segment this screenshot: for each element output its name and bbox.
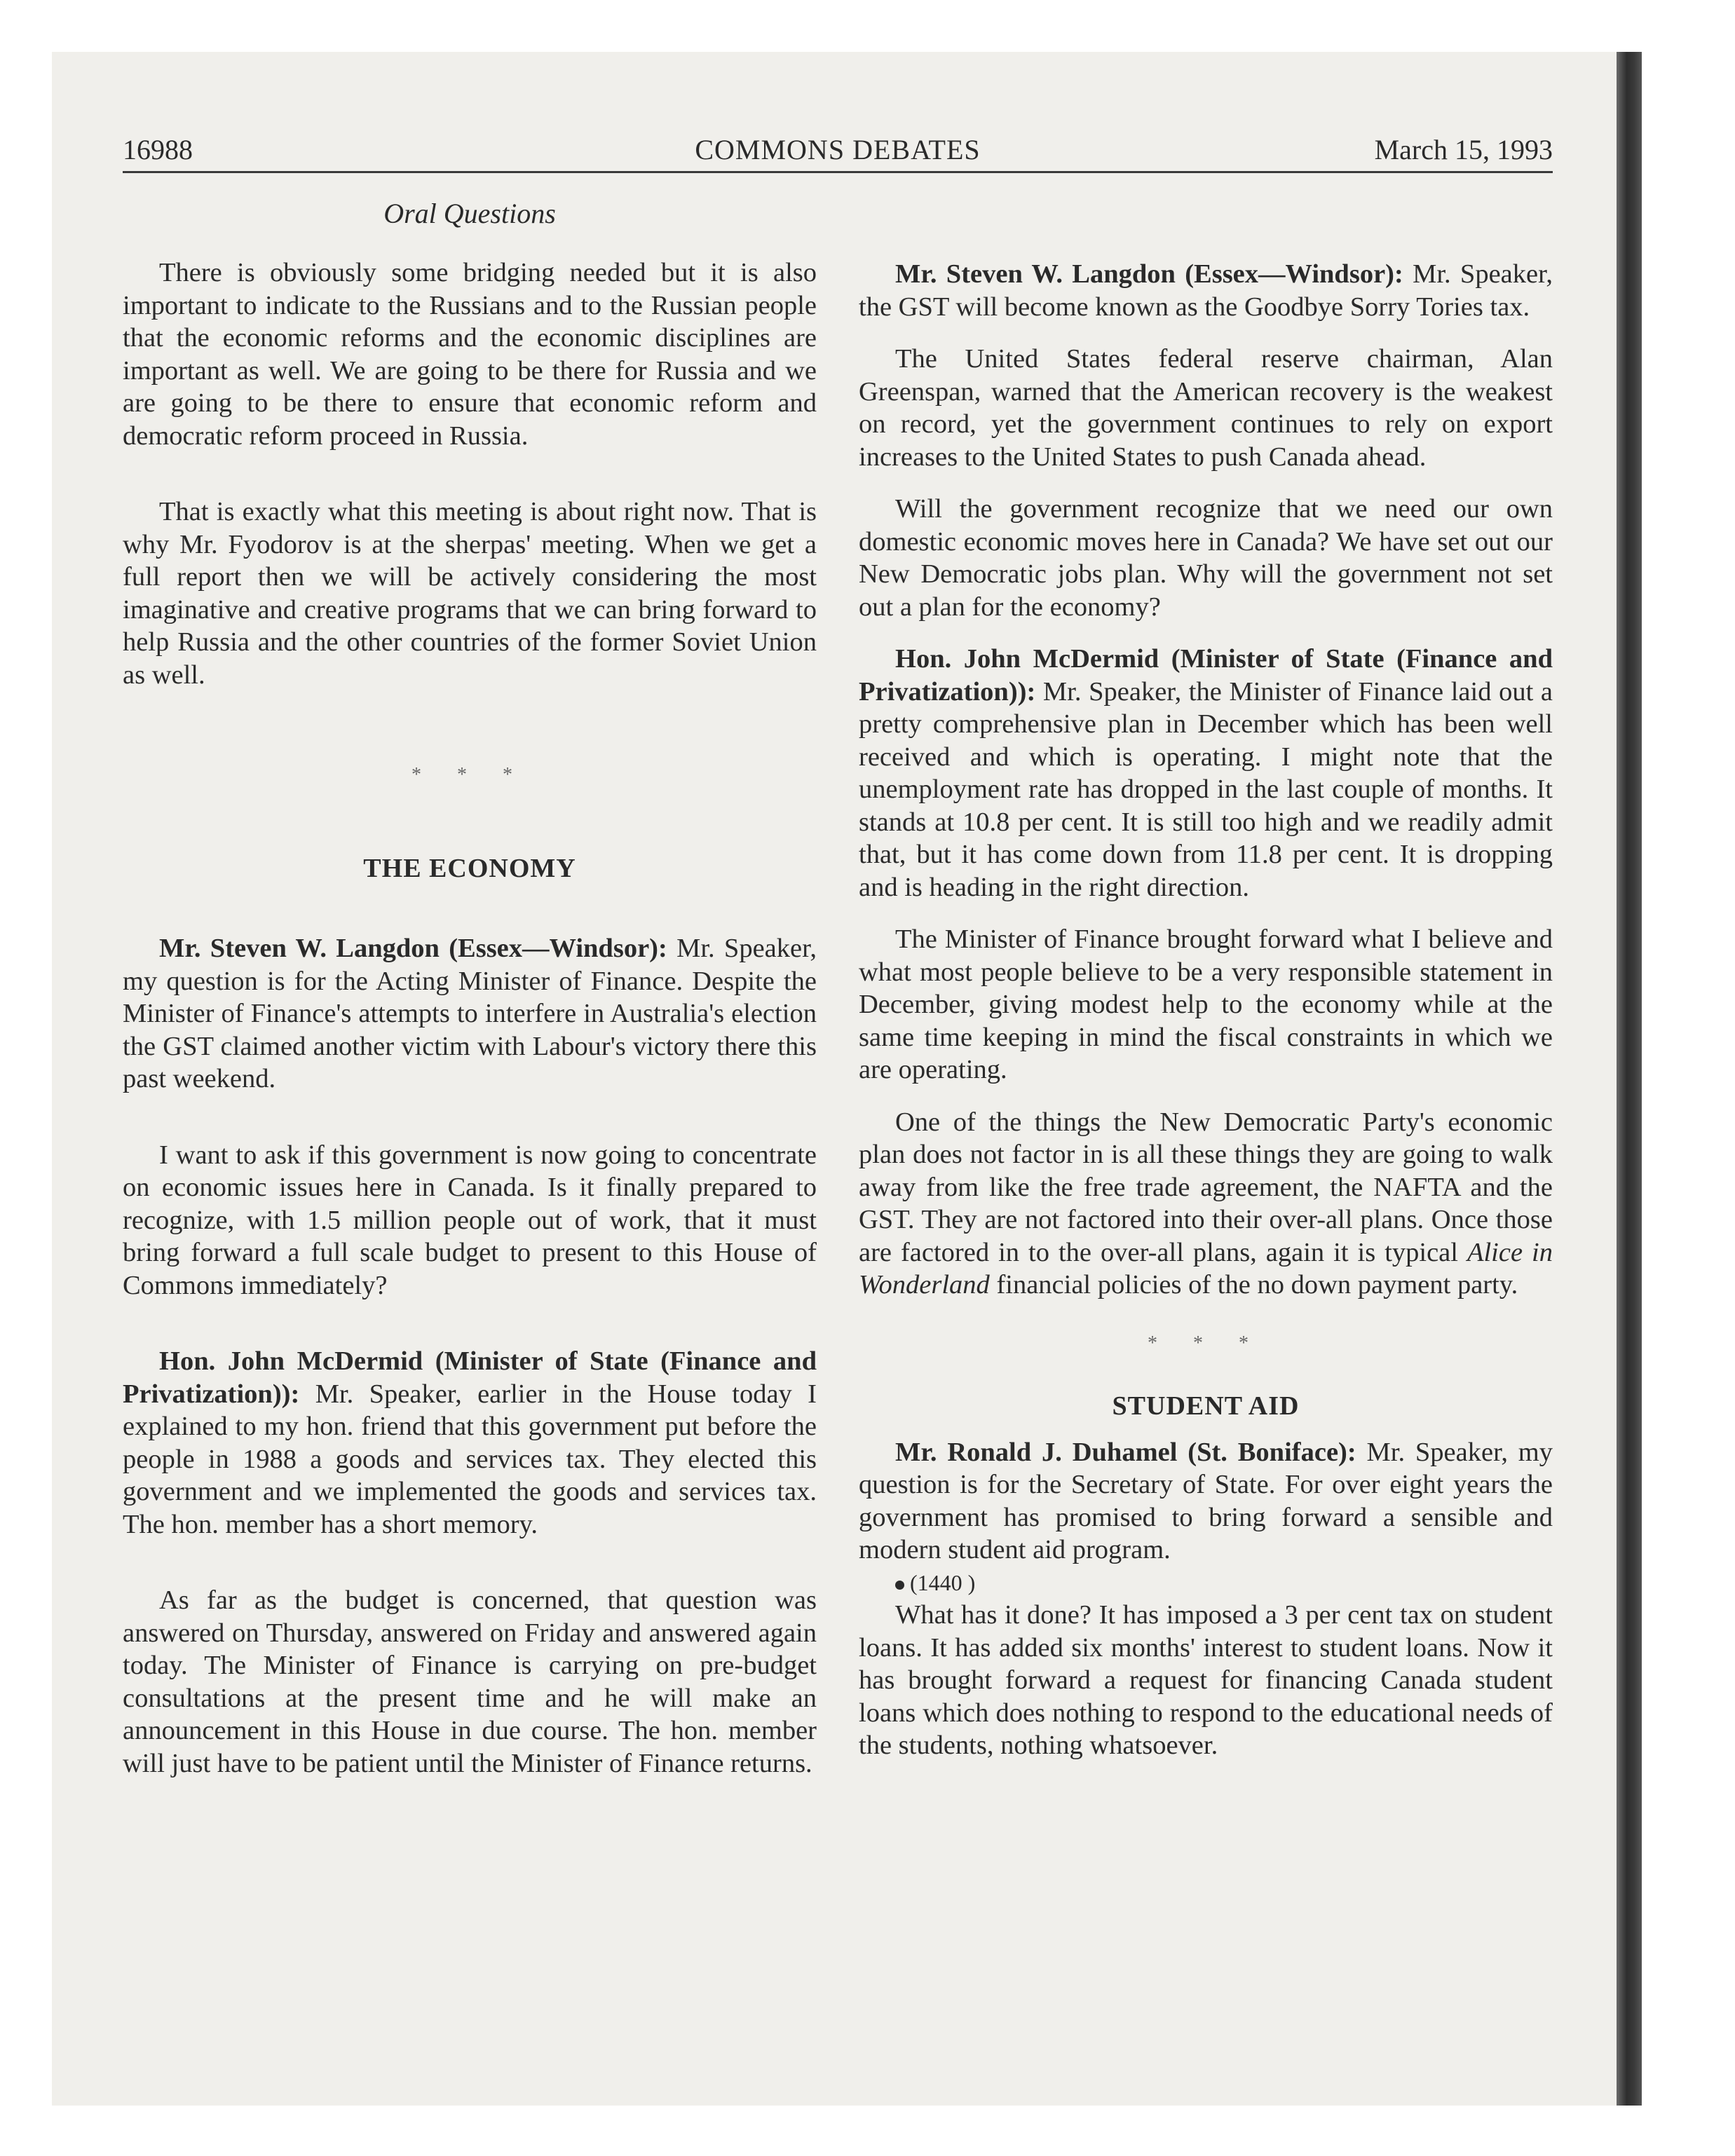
speech-text: Mr. Speaker, my question is for the Acting Minister of Finance. Despite the Minister of Finance's attempts to interfere in Australia's election the GST claimed another victim with Labour's victory there this past weekend.	[123, 934, 817, 1093]
speaker-name: Mr. Ronald J. Duhamel (St. Boniface):	[895, 1437, 1356, 1467]
paragraph: The United States federal reserve chairman, Alan Greenspan, warned that the American recovery is the weakest on record, yet the government continues to rely on export increases to the United States to push Canada ahead.	[859, 344, 1553, 472]
paragraph	[123, 932, 817, 1096]
italic-title: Alice in Wonderland	[859, 1237, 1553, 1299]
issue-date: March 15, 1993	[1374, 134, 1553, 165]
publication-title: COMMONS DEBATES	[695, 134, 981, 165]
speaker-name: Hon. John McDermid (Minister of State (Finance and Privatization)):	[859, 644, 1553, 707]
speech-text: financial policies of the no down payment party.	[989, 1270, 1518, 1299]
speaker-name: Hon. John McDermid (Minister of State (Finance and Privatization)):	[123, 1346, 817, 1409]
speaker-name: Mr. Steven W. Langdon (Essex—Windsor):	[895, 259, 1403, 289]
binding-edge	[1617, 52, 1642, 2106]
paragraph: As far as the budget is concerned, that question was answered on Thursday, answered on Friday and answered again today. The Minister of Finance is carrying on pre-budget consultations at the present time and he will make an announcement in this House in due course. The hon. member will just have to be patient until the Minister of Finance returns.	[123, 1585, 817, 1778]
speech-text: One of the things the New Democratic Party's economic plan does not factor in is all these things they are going to walk away from like the free trade agreement, the NAFTA and the GST. They are not factored into their over-all plans. Once those are factored in to the over-all plans, again it is typical	[859, 1107, 1553, 1267]
paragraph: There is obviously some bridging needed but it is also important to indicate to the Russians and to the Russian people that the economic reforms and the economic disciplines are important as well. We are going to be there for Russia and we are going to be there to ensure that economic reform and democratic reform proceed in Russia.	[123, 258, 817, 451]
speech-text: Mr. Speaker, earlier in the House today I explained to my hon. friend that this government put before the people in 1988 a goods and services tax. They elected this government and we implemented the goods and services tax. The hon. member has a short memory.	[123, 1379, 817, 1539]
section-heading: THE ECONOMY	[363, 854, 576, 883]
header-rule	[123, 171, 1553, 173]
paragraph: The Minister of Finance brought forward what I believe and what most people believe to be a very responsible statement in December, giving modest help to the economy while at the same time keeping in mind the fiscal constraints in which we are operating.	[859, 925, 1553, 1084]
right-column	[859, 258, 1553, 1762]
paragraph: Will the government recognize that we need our own domestic economic moves here in Canada? We have set out our New Democratic jobs plan. Why will the government not set out a plan for the economy?	[859, 494, 1553, 622]
paragraph	[859, 1436, 1553, 1567]
running-header	[123, 130, 1553, 170]
paragraph	[859, 258, 1553, 323]
time-marker-text: (1440 )	[910, 1569, 976, 1595]
speech-text: Mr. Speaker, the Minister of Finance laid out a pretty comprehensive plan in December which has been well received and which is operating. I might note that the unemployment rate has dropped in the last couple of months. It stands at 10.8 per cent. It is still too high and we readily admit that, but it has come down from 11.8 per cent. It is dropping and is heading in the right direction.	[859, 676, 1553, 902]
left-column	[123, 196, 817, 1780]
paragraph	[859, 1106, 1553, 1302]
speech-text: Mr. Speaker, my question is for the Secretary of State. For over eight years the government has promised to bring forward a sensible and modern student aid program.	[859, 1437, 1553, 1564]
speaker-name: Mr. Steven W. Langdon (Essex—Windsor):	[159, 934, 667, 963]
page-number: 16988	[123, 134, 193, 165]
bullet-icon	[895, 1581, 904, 1590]
paragraph	[123, 1345, 817, 1541]
paragraph: What has it done? It has imposed a 3 per cent tax on student loans. It has added six months' interest to student loans. Now it has brought forward a request for financing Canada student loans which does nothing to respond to the educational needs of the students, nothing whatsoever.	[859, 1600, 1553, 1760]
paragraph	[859, 643, 1553, 903]
section-separator: * * *	[411, 764, 528, 786]
section-label: Oral Questions	[383, 198, 556, 229]
paragraph: I want to ask if this government is now going to concentrate on economic issues here in Canada. Is it finally prepared to recognize, with 1.5 million people out of work, that it must bring forward a full scale budget to present to this House of Commons immediately?	[123, 1140, 817, 1300]
speech-text: Mr. Speaker, the GST will become known as the Goodbye Sorry Tories tax.	[859, 259, 1553, 322]
section-heading: STUDENT AID	[1112, 1391, 1300, 1421]
section-separator: * * *	[1148, 1332, 1264, 1354]
paragraph: That is exactly what this meeting is about right now. That is why Mr. Fyodorov is at the sherpas' meeting. When we get a full report then we will be actively considering the most imaginative and creative programs that we can bring forward to help Russia and the other countries of the former Soviet Union as well.	[123, 497, 817, 690]
time-marker	[859, 1567, 1553, 1599]
